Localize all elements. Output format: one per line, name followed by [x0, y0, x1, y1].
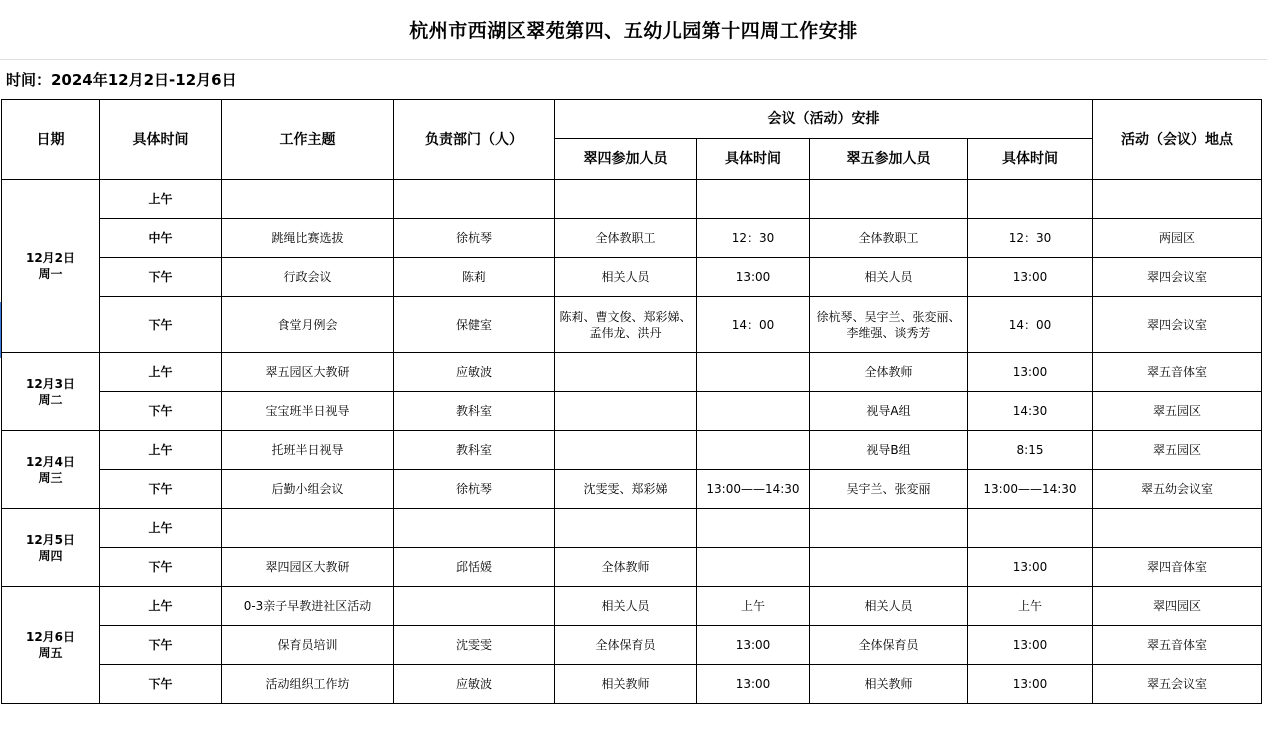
location-cell: 翠五幼会议室	[1093, 470, 1262, 509]
c4-time-cell: 13:00	[697, 626, 810, 665]
c4-people-cell: 相关人员	[555, 258, 697, 297]
theme-cell: 宝宝班半日视导	[222, 392, 394, 431]
weekday-text: 周一	[38, 267, 63, 281]
c4-time-cell: 14：00	[697, 297, 810, 353]
c4-people-cell	[555, 180, 697, 219]
date-range-row	[0, 60, 1267, 99]
c5-time-cell: 8:15	[968, 431, 1093, 470]
c4-people-cell: 全体保育员	[555, 626, 697, 665]
header-c4-people: 翠四参加人员	[555, 139, 697, 180]
date-text: 12月6日	[25, 630, 76, 644]
period-cell: 下午	[100, 665, 222, 704]
c5-people-cell: 全体教师	[810, 353, 968, 392]
header-meeting-group: 会议（活动）安排	[555, 100, 1093, 139]
c4-time-cell	[697, 180, 810, 219]
c4-time-cell	[697, 353, 810, 392]
c4-people-cell: 全体教职工	[555, 219, 697, 258]
title-row	[0, 0, 1267, 60]
c4-people-cell	[555, 353, 697, 392]
date-cell	[2, 431, 100, 509]
dept-cell	[394, 180, 555, 219]
theme-cell: 后勤小组会议	[222, 470, 394, 509]
theme-cell: 活动组织工作坊	[222, 665, 394, 704]
c4-time-cell: 12：30	[697, 219, 810, 258]
weekday-text: 周三	[38, 470, 63, 485]
header-c5-people: 翠五参加人员	[810, 139, 968, 180]
table-row	[2, 626, 1262, 665]
schedule-table	[1, 99, 1262, 704]
dept-cell: 邱恬媛	[394, 548, 555, 587]
c4-time-cell	[697, 509, 810, 548]
header-theme: 工作主题	[222, 100, 394, 180]
location-cell	[1093, 509, 1262, 548]
theme-cell: 翠四园区大教研	[222, 548, 394, 587]
c4-people-cell	[555, 509, 697, 548]
location-cell: 翠四会议室	[1093, 297, 1262, 353]
location-cell: 翠四园区	[1093, 587, 1262, 626]
c5-people-cell: 全体教职工	[810, 219, 968, 258]
dept-cell: 教科室	[394, 431, 555, 470]
theme-cell: 食堂月例会	[222, 297, 394, 353]
date-range-label: 时间：2024年12月2日-12月6日	[6, 71, 237, 89]
date-cell	[2, 353, 100, 431]
c5-people-cell: 视导A组	[810, 392, 968, 431]
c5-people-cell	[810, 548, 968, 587]
period-cell: 下午	[100, 626, 222, 665]
c4-people-cell: 相关教师	[555, 665, 697, 704]
c5-people-cell: 徐杭琴、吴宇兰、张変丽、李维强、谈秀芳	[810, 297, 968, 353]
table-row	[2, 219, 1262, 258]
c4-time-cell: 13:00	[697, 665, 810, 704]
table-row	[2, 587, 1262, 626]
period-cell: 下午	[100, 297, 222, 353]
weekday-text: 周二	[38, 392, 63, 407]
location-cell: 翠四音体室	[1093, 548, 1262, 587]
c4-time-cell: 13:00	[697, 258, 810, 297]
table-row	[2, 431, 1262, 470]
theme-cell	[222, 180, 394, 219]
table-body	[2, 180, 1262, 704]
period-cell: 上午	[100, 587, 222, 626]
c4-people-cell: 相关人员	[555, 587, 697, 626]
c5-time-cell: 14：00	[968, 297, 1093, 353]
header-dept: 负责部门（人）	[394, 100, 555, 180]
period-cell: 下午	[100, 392, 222, 431]
dept-cell: 徐杭琴	[394, 219, 555, 258]
period-cell: 下午	[100, 258, 222, 297]
weekday-text: 周五	[38, 646, 63, 660]
location-cell: 翠五园区	[1093, 431, 1262, 470]
location-cell: 翠五音体室	[1093, 353, 1262, 392]
table-row	[2, 470, 1262, 509]
c4-people-cell	[555, 431, 697, 470]
c5-people-cell: 视导B组	[810, 431, 968, 470]
c5-people-cell: 全体保育员	[810, 626, 968, 665]
c5-people-cell	[810, 509, 968, 548]
c5-time-cell: 14:30	[968, 392, 1093, 431]
period-cell: 上午	[100, 353, 222, 392]
location-cell: 翠五音体室	[1093, 626, 1262, 665]
period-cell: 上午	[100, 180, 222, 219]
table-row	[2, 548, 1262, 587]
c5-people-cell: 吴宇兰、张変丽	[810, 470, 968, 509]
dept-cell	[394, 509, 555, 548]
c5-people-cell: 相关人员	[810, 587, 968, 626]
location-cell: 翠四会议室	[1093, 258, 1262, 297]
table-header	[2, 100, 1262, 180]
date-text: 12月3日	[25, 376, 76, 391]
c4-time-cell: 13:00——14:30	[697, 470, 810, 509]
theme-cell	[222, 509, 394, 548]
c4-people-cell: 陈莉、曹文俊、郑彩娣、孟伟龙、洪丹	[555, 297, 697, 353]
header-c4-time: 具体时间	[697, 139, 810, 180]
date-text: 12月2日	[25, 251, 76, 265]
table-row	[2, 392, 1262, 431]
theme-cell: 翠五园区大教研	[222, 353, 394, 392]
period-cell: 上午	[100, 431, 222, 470]
c5-time-cell: 13:00	[968, 353, 1093, 392]
c5-people-cell: 相关人员	[810, 258, 968, 297]
location-cell: 翠五会议室	[1093, 665, 1262, 704]
c5-time-cell: 上午	[968, 587, 1093, 626]
c5-time-cell: 12：30	[968, 219, 1093, 258]
dept-cell: 徐杭琴	[394, 470, 555, 509]
date-cell	[2, 587, 100, 704]
period-cell: 中午	[100, 219, 222, 258]
dept-cell: 陈莉	[394, 258, 555, 297]
date-text: 12月5日	[25, 532, 76, 547]
c4-time-cell	[697, 392, 810, 431]
c5-time-cell	[968, 180, 1093, 219]
page-title: 杭州市西湖区翠苑第四、五幼儿园第十四周工作安排	[409, 20, 858, 42]
location-cell: 两园区	[1093, 219, 1262, 258]
c4-people-cell	[555, 392, 697, 431]
theme-cell: 保育员培训	[222, 626, 394, 665]
weekday-text: 周四	[38, 548, 63, 563]
c5-time-cell	[968, 509, 1093, 548]
table-row	[2, 353, 1262, 392]
dept-cell: 教科室	[394, 392, 555, 431]
table-row	[2, 297, 1262, 353]
c5-time-cell: 13:00	[968, 626, 1093, 665]
table-row	[2, 180, 1262, 219]
dept-cell: 应敏波	[394, 353, 555, 392]
header-specific-time: 具体时间	[100, 100, 222, 180]
theme-cell: 0-3亲子早教进社区活动	[222, 587, 394, 626]
dept-cell: 应敏波	[394, 665, 555, 704]
dept-cell	[394, 587, 555, 626]
header-c5-time: 具体时间	[968, 139, 1093, 180]
c5-people-cell: 相关教师	[810, 665, 968, 704]
c5-time-cell: 13:00——14:30	[968, 470, 1093, 509]
header-date: 日期	[2, 100, 100, 180]
location-cell: 翠五园区	[1093, 392, 1262, 431]
period-cell: 下午	[100, 548, 222, 587]
date-cell	[2, 180, 100, 353]
date-cell	[2, 509, 100, 587]
c5-time-cell: 13:00	[968, 548, 1093, 587]
period-cell: 下午	[100, 470, 222, 509]
c4-people-cell: 沈雯雯、郑彩娣	[555, 470, 697, 509]
location-cell	[1093, 180, 1262, 219]
period-cell: 上午	[100, 509, 222, 548]
dept-cell: 沈雯雯	[394, 626, 555, 665]
theme-cell: 跳绳比赛选拔	[222, 219, 394, 258]
c4-people-cell: 全体教师	[555, 548, 697, 587]
c4-time-cell: 上午	[697, 587, 810, 626]
c4-time-cell	[697, 548, 810, 587]
theme-cell: 托班半日视导	[222, 431, 394, 470]
table-row	[2, 258, 1262, 297]
c5-time-cell: 13:00	[968, 258, 1093, 297]
c4-time-cell	[697, 431, 810, 470]
table-row	[2, 665, 1262, 704]
c5-people-cell	[810, 180, 968, 219]
table-row	[2, 509, 1262, 548]
c5-time-cell: 13:00	[968, 665, 1093, 704]
theme-cell: 行政会议	[222, 258, 394, 297]
header-location: 活动（会议）地点	[1093, 100, 1262, 180]
date-text: 12月4日	[25, 454, 76, 469]
dept-cell: 保健室	[394, 297, 555, 353]
